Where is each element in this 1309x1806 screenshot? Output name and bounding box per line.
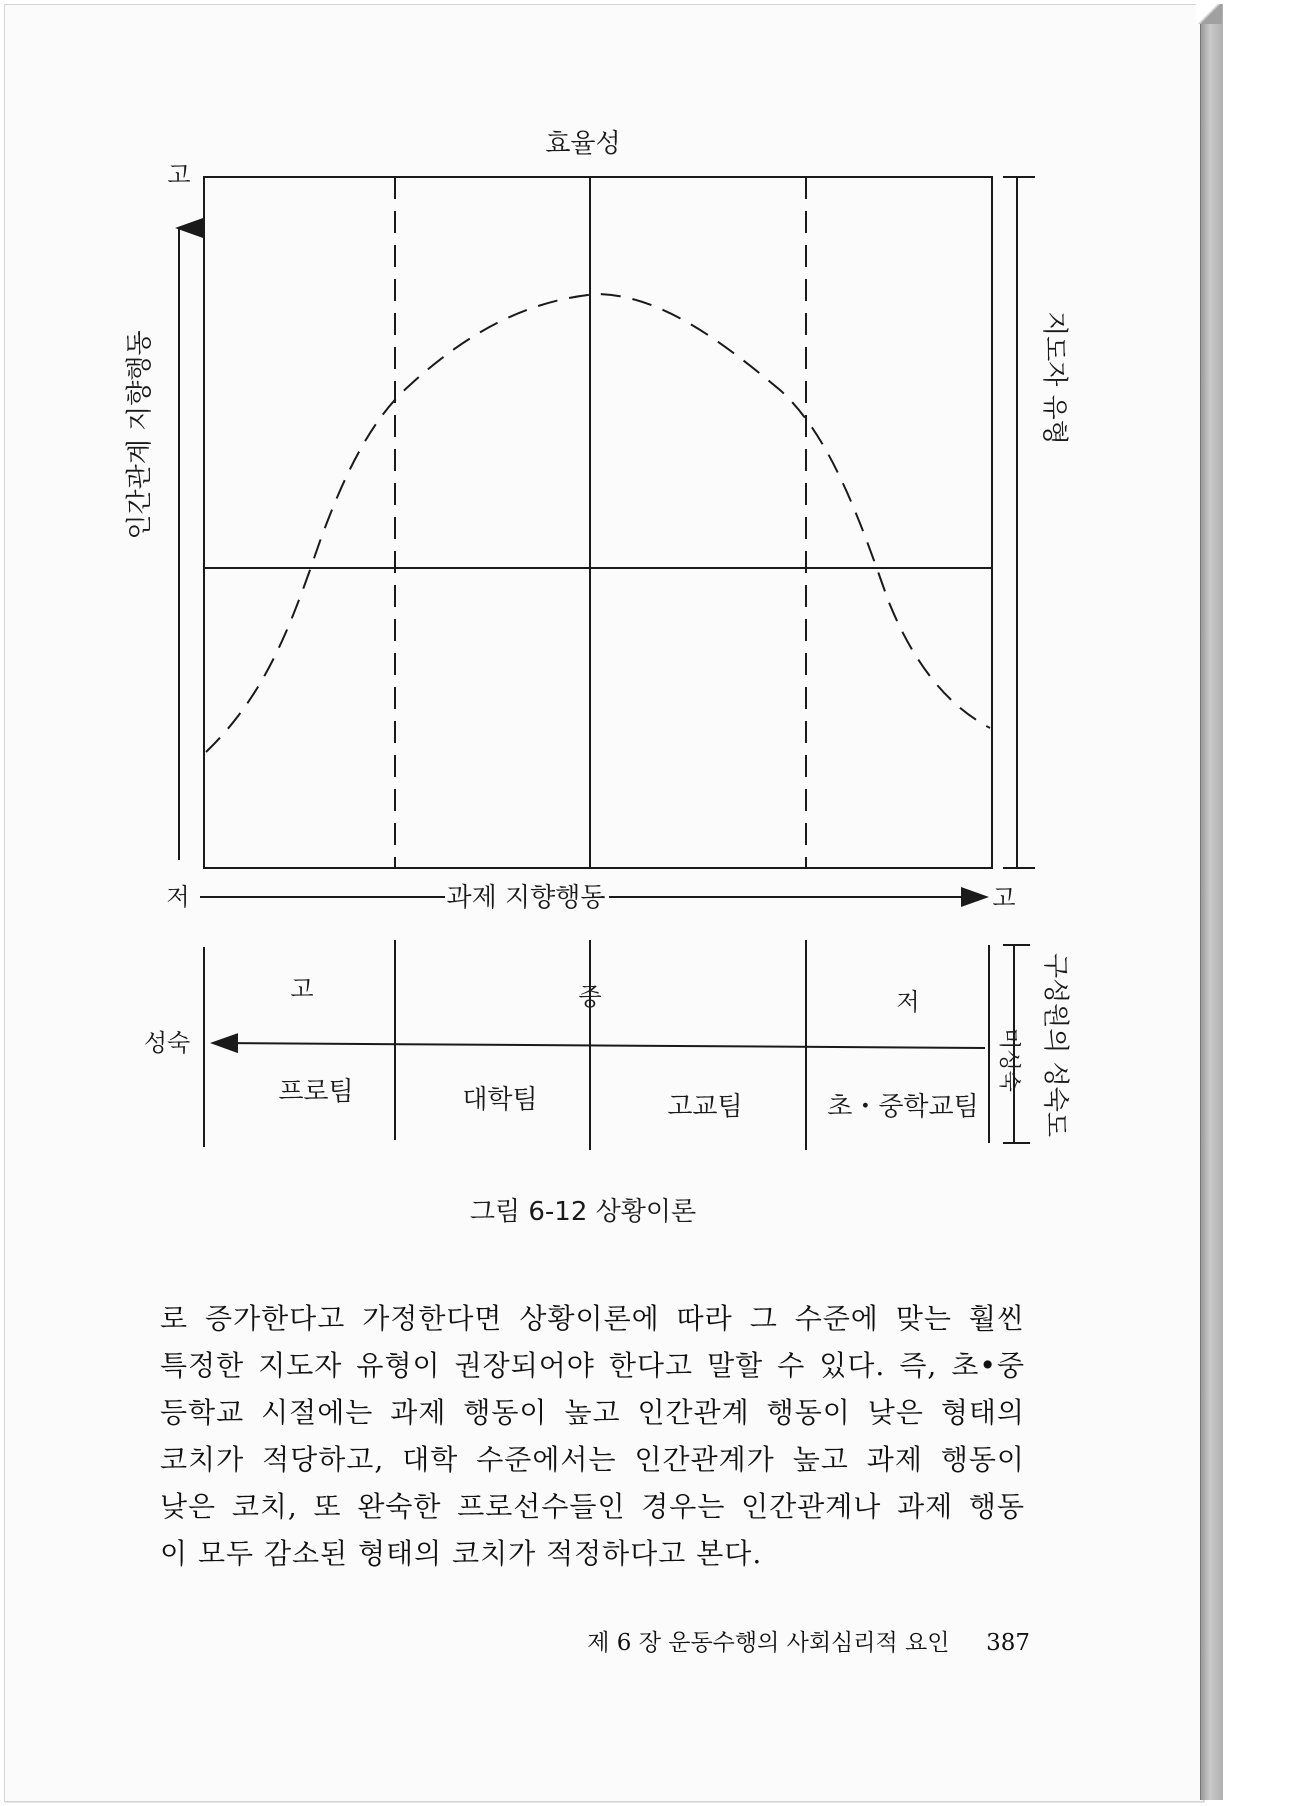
leader-style-label: 지도자 유형	[1039, 311, 1069, 445]
team-label-pro: 프로팀	[278, 1077, 354, 1107]
body-line-5: 낮은 코치, 또 완숙한 프로선수들인 경우는 인간관계나 과제 행동	[160, 1490, 1025, 1523]
immaturity-label: 미성숙	[996, 1028, 1021, 1092]
chapter-title: 제 6 장 운동수행의 사회심리적 요인	[587, 1630, 950, 1656]
member-maturity-label: 구성원의 성숙도	[1040, 952, 1070, 1138]
body-line-1: 로 증가한다고 가정한다면 상황이론에 따라 그 수준에 맞는 훨씬	[160, 1302, 1025, 1335]
y-high-label: 고	[167, 161, 191, 189]
effectiveness-curve	[206, 294, 990, 752]
page-footer	[540, 1624, 1030, 1657]
maturity-arrow-label: 성숙	[143, 1029, 191, 1057]
body-line-2: 특정한 지도자 유형이 권장되어야 한다고 말할 수 있다. 즉, 초•중	[160, 1349, 1025, 1382]
y-low-label: 저	[166, 883, 190, 911]
y-axis-label: 인간관계 지향행동	[125, 330, 155, 540]
x-axis-label: 과제 지향행동	[446, 883, 606, 913]
team-label-college: 대학팀	[462, 1085, 538, 1115]
figure-caption: 그림 6-12 상황이론	[469, 1197, 697, 1227]
body-line-3: 등학교 시절에는 과제 행동이 높고 인간관계 행동이 낮은 형태의	[160, 1396, 1025, 1429]
x-high-label: 고	[992, 884, 1016, 912]
efficiency-label: 효율성	[545, 129, 621, 159]
body-paragraph	[160, 1295, 1025, 1577]
maturity-arrow	[214, 1043, 985, 1048]
maturity-level-mid: 중	[578, 983, 602, 1011]
maturity-level-low: 저	[896, 988, 920, 1016]
team-label-elementary-middle: 초・중학교팀	[827, 1092, 979, 1122]
body-line-6: 이 모두 감소된 형태의 코치가 적정하다고 본다.	[160, 1537, 763, 1570]
body-line-4: 코치가 적당하고, 대학 수준에서는 인간관계가 높고 과제 행동이	[160, 1443, 1025, 1476]
maturity-level-high: 고	[290, 975, 314, 1003]
team-label-highschool: 고교팀	[667, 1092, 743, 1122]
page-number: 387	[986, 1630, 1030, 1656]
plot-frame	[204, 177, 992, 868]
